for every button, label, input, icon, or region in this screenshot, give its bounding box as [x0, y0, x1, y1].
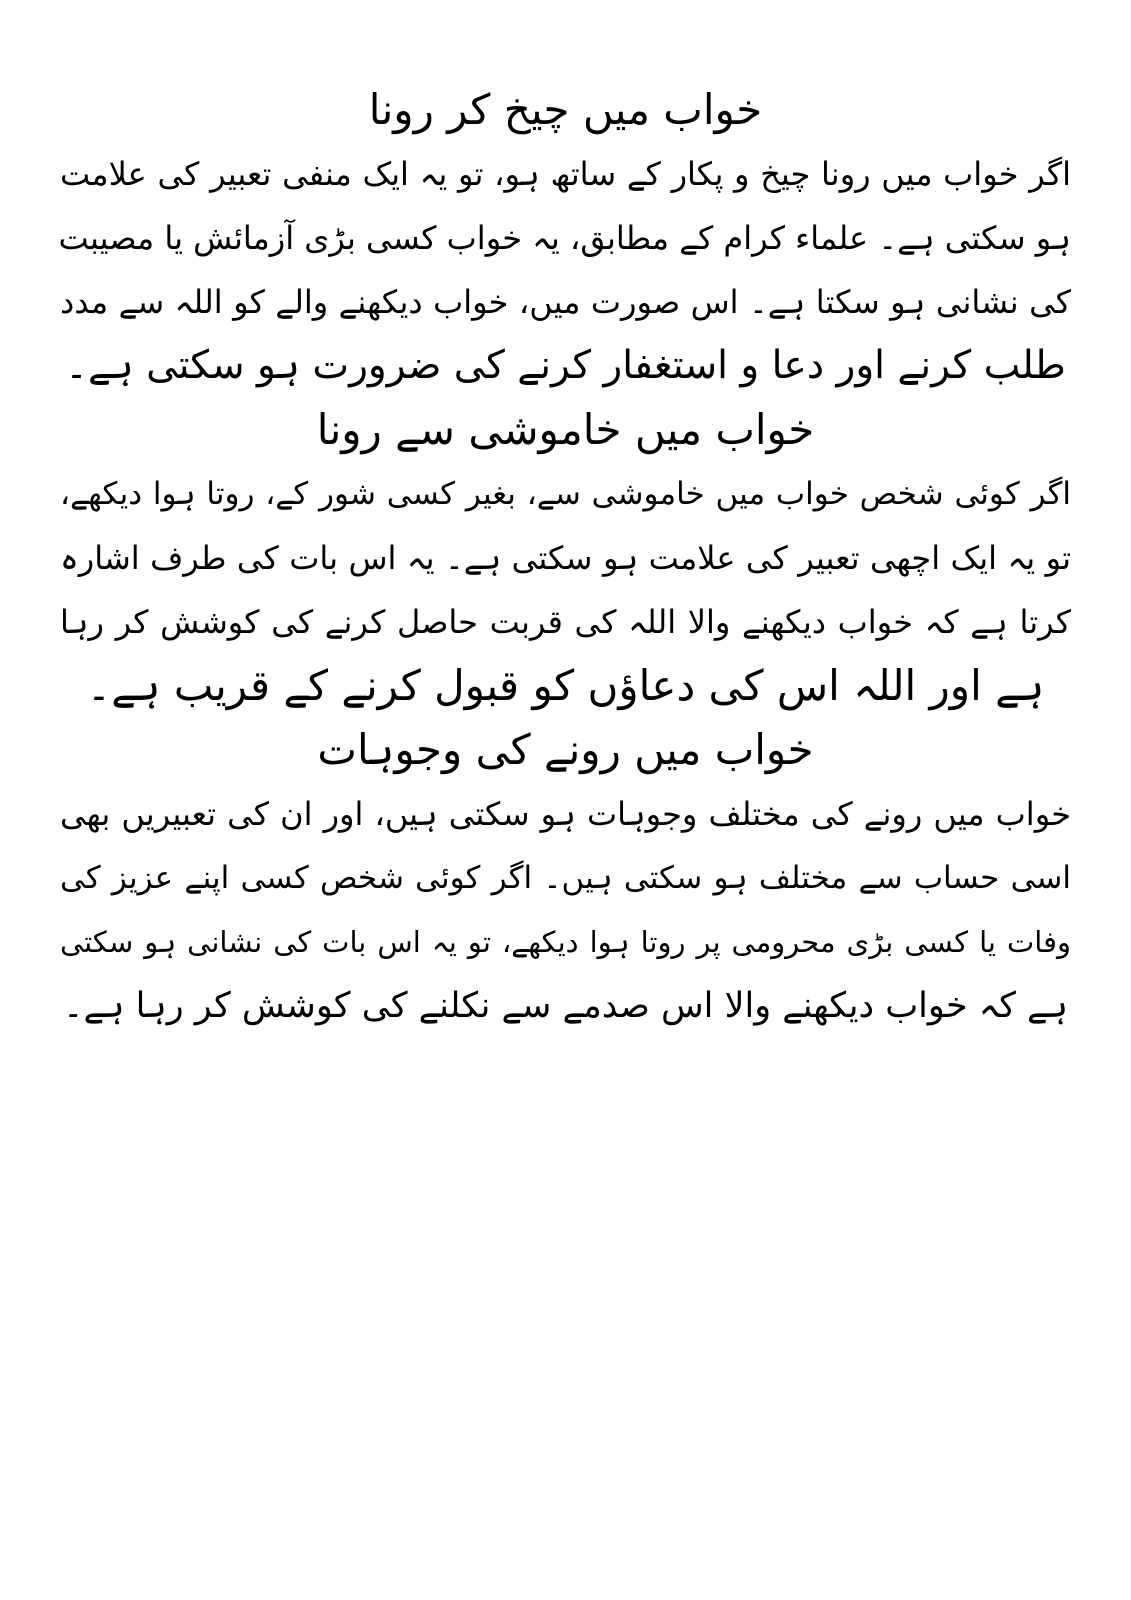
- paragraph-line: ہے کہ خواب دیکھنے والا اس صدمے سے نکلنے کی کوشش کر رہا ہے۔: [62, 986, 1069, 1026]
- paragraph-line: کی نشانی ہو سکتا ہے۔ اس صورت میں، خواب دیکھنے والے کو اللہ سے مدد: [60, 283, 1071, 321]
- paragraph-line: اسی حساب سے مختلف ہو سکتی ہیں۔ اگر کوئی شخص کسی اپنے عزیز کی: [60, 860, 1071, 896]
- paragraph-line: ہو سکتی ہے۔ علماء کرام کے مطابق، یہ خواب کسی بڑی آزمائش یا مصیبت: [58, 219, 1071, 257]
- section-paragraph: [60, 782, 1071, 1038]
- paragraph-line: کرتا ہے کہ خواب دیکھنے والا اللہ کی قربت حاصل کرنے کی کوشش کر رہا: [60, 603, 1071, 641]
- section-crying-reasons: [60, 718, 1071, 1038]
- paragraph-line: اگر خواب میں رونا چیخ و پکار کے ساتھ ہو، تو یہ ایک منفی تعبیر کی علامت: [60, 155, 1071, 193]
- section-heading: خواب میں خاموشی سے رونا: [316, 405, 815, 454]
- section-crying-silently: [60, 398, 1071, 718]
- section-crying-loudly: [60, 78, 1071, 398]
- paragraph-line: خواب میں رونے کی مختلف وجوہات ہو سکتی ہیں، اور ان کی تعبیریں بھی: [60, 795, 1071, 833]
- paragraph-line: طلب کرنے اور دعا و استغفار کرنے کی ضرورت ہو سکتی ہے۔: [65, 343, 1066, 388]
- section-paragraph: [60, 462, 1071, 718]
- section-paragraph: [60, 142, 1071, 398]
- paragraph-line: ہے اور اللہ اس کی دعاؤں کو قبول کرنے کے قریب ہے۔: [86, 661, 1045, 710]
- paragraph-line: وفات یا کسی بڑی محرومی پر روتا ہوا دیکھے، تو یہ اس بات کی نشانی ہو سکتی: [60, 925, 1071, 959]
- section-heading: خواب میں رونے کی وجوہات: [317, 725, 814, 774]
- section-heading: خواب میں چیخ کر رونا: [368, 85, 763, 134]
- paragraph-line: اگر کوئی شخص خواب میں خاموشی سے، بغیر کسی شور کے، روتا ہوا دیکھے،: [60, 476, 1071, 512]
- document-page: [60, 78, 1071, 1038]
- paragraph-line: تو یہ ایک اچھی تعبیر کی علامت ہو سکتی ہے۔ یہ اس بات کی طرف اشارہ: [60, 539, 1071, 577]
